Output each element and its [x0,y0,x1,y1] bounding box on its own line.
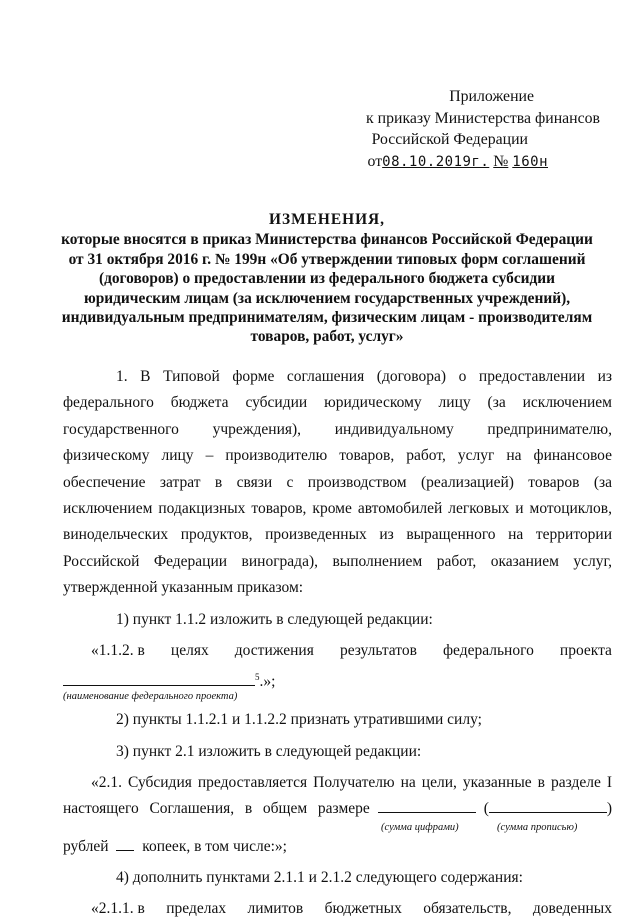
p3-word: достижения [234,642,314,660]
annex-order-ref: к приказу Министерства финансов [366,109,600,127]
paragraph-1: 1. В Типовой форме соглашения (договора) о предоставлении из федерального бюджета субсидии юридическому лицу (за исключением государственного учреждения), индивидуальному предпринимателю, физическому лицу – производителю товаров, работ, услуг на финансовое обеспечение затрат в связи с производством (реализацией) товаров (за исключением подакцизных товаров, кроме автомобилей легковых и мотоциклов, винодельческих продуктов, произведенных из выращенного на территории Российской Федерации винограда), выполнением работ, оказанием услуг, утвержденной указанным приказом: [63,368,612,597]
p3-word: «1.1.2. в [91,642,145,660]
annex-country: Российской Федерации [371,131,528,148]
p6-word: общем [262,800,308,818]
federal-project-caption: (наименование федерального проекта) [63,691,238,703]
paragraph-6-line-3 [63,834,612,860]
title-line: товаров, работ, услуг» [250,328,404,346]
p3-word: федерального [443,642,534,660]
annex-title: Приложение [449,88,534,105]
amount-words-blank [489,798,607,813]
p3-word: проекта [559,642,612,660]
p8-word: «2.1.1. в [91,900,145,918]
paragraph-5: 3) пункт 2.1 изложить в следующей редакции: [116,742,422,760]
paragraph-6-line-2 [63,796,612,822]
p8-word: лимитов [247,900,304,918]
paragraph-3-line-1 [63,638,612,664]
p8-word: доведенных [532,900,612,918]
paragraph-6 [63,770,612,860]
close-paren: ) [606,800,612,818]
p8-word: обязательств, [423,900,512,918]
p6-words [63,796,370,822]
title-line: которые вносятся в приказ Министерства финансов Российской Федерации [61,231,593,249]
amount-words-caption: (сумма прописью) [497,822,578,834]
kopecks-blank [116,836,134,851]
amount-digits-blank [378,798,476,813]
title-line: (договоров) о предоставлении из федерального бюджета субсидии [98,270,556,288]
p6-word: в [244,800,253,818]
title-heading: ИЗМЕНЕНИЯ, [268,211,386,228]
paragraph-4: 2) пункты 1.1.2.1 и 1.1.2.2 признать утратившими силу; [116,711,482,729]
paragraph-7: 4) дополнить пунктами 2.1.1 и 2.1.2 следующего содержания: [116,869,523,887]
paragraph-3 [63,638,612,703]
document-body [63,364,612,922]
federal-project-blank [63,671,255,686]
title-line: юридическим лицам (за исключением государственных учреждений), [83,289,571,307]
paragraph-8 [63,896,612,922]
p3-word: результатов [339,642,417,660]
rubles-label: рублей [63,838,109,856]
annex-date-number [366,151,548,174]
annex-date-value: 08.10.2019г. [382,153,490,170]
annex-number-value: 160н [512,153,548,170]
p8-word: пределах [166,900,227,918]
amount-digits-caption: (сумма цифрами) [381,822,459,834]
p6-word: настоящего [63,800,139,818]
amount-captions [63,822,612,834]
annex-header [366,86,600,173]
kopecks-label: копеек, в том числе:»; [142,838,287,856]
paragraph-6-line-1: «2.1. Субсидия предоставляется Получателю на цели, указанные в разделе I [91,774,612,792]
paragraph-3-line-2 [63,668,612,691]
document-title [52,210,602,347]
title-line: индивидуальным предпринимателям, физическим лицам - производителям [61,309,593,327]
open-paren: ( [483,800,489,818]
p3-word: целях [170,642,209,660]
footnote-ref: 5 [255,672,260,683]
title-line: от 31 октября 2016 г. № 199н «Об утверждении типовых форм соглашений [68,250,586,268]
p6-word: размере [317,800,370,818]
p6-word: Соглашения, [149,800,235,818]
p3-end: .»; [259,673,276,691]
annex-number-sign: № [493,152,509,170]
paragraph-2: 1) пункт 1.1.2 изложить в следующей редакции: [116,610,433,628]
p8-word: бюджетных [324,900,402,918]
annex-date-prefix: от [367,152,383,170]
